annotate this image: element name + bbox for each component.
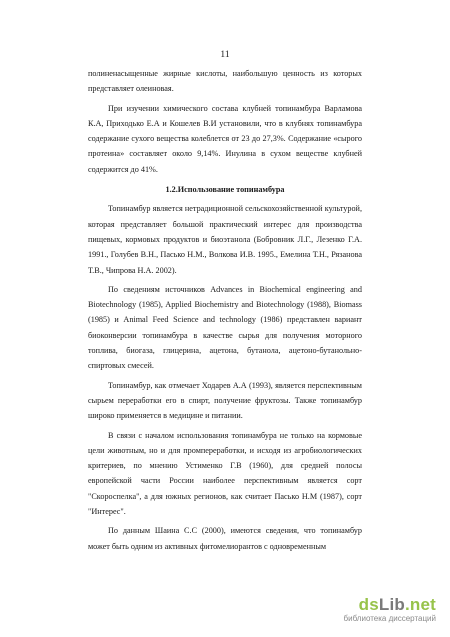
section-heading: 1.2.Использование топинамбура (165, 185, 285, 195)
logo-net: .net (404, 595, 436, 614)
logo-lib: Lib (378, 595, 405, 614)
paragraph-7: По данным Шаина С.С (2000), имеются сведения, что топинамбур может быть одним из активных фитомелиорантов с одновременным (88, 526, 362, 551)
paragraph-5: Топинамбур, как отмечает Ходарев А.А (1993), является перспективным сырьем переработки его в спирт, получение фруктозы. Также топинамбур широко применяется в медицине и питании. (88, 380, 362, 421)
paragraph-2: При изучении химического состава клубней топинамбура Варламова К.А, Приходько Е.А и Кошелев В.И установили, что в клубнях топинамбура содержание сухого вещества колеблется от 23 до 27,3%. Содержание «сырого протеина» составляет около 9,14%. Инулина в сухом веществе клубней содержится до 41%. (88, 103, 362, 174)
paragraph-4: По сведениям источников Advances in Biochemical engineering and Biotechnology (1985), Applied Biochemistry and Biotechnology (1988), Biomass (1985) и Animal Feed Science and technology (1986) представлен вариант биоконверсии топинамбура в качестве сырья для получения моторного топлива, биогаза, глицерина, ацетона, бутанола, ацетоно-бутанольно-спиртовых смесей. (88, 284, 362, 371)
paragraph-1: полиненасыщенные жирные кислоты, наибольшую ценность из которых представляет олеиновая. (88, 69, 362, 94)
watermark-logo (344, 595, 436, 615)
paragraph-6: В связи с началом использования топинамбура не только на кормовые цели животным, но и для промпереработки, и исходя из агробиологических критериев, по мнению Устименко Г.В (1960), для средней полосы европейской части России наиболее перспективным является сорт "Скороспелка", а для южных регионов, как считает Пасько Н.М (1987), сорт "Интерес". (88, 430, 362, 517)
watermark-subtitle: библиотека диссертаций (343, 614, 436, 623)
document-body (88, 66, 362, 554)
logo-ds: ds (358, 595, 379, 614)
watermark (344, 595, 436, 623)
page-number: 11 (220, 50, 230, 60)
paragraph-3: Топинамбур является нетрадиционной сельскохозяйственной культурой, которая представляет большой практический интерес для производства пищевых, кормовых продуктов и биоэтанола (Бобровник Л.Г., Лезенко Г.А. 1991., Голубев В.Н., Пасько Н.М., Волкова И.В. 1995., Емелина Т.Н., Рязанова Т.В., Чипрова Н.А. 2002). (88, 204, 362, 275)
